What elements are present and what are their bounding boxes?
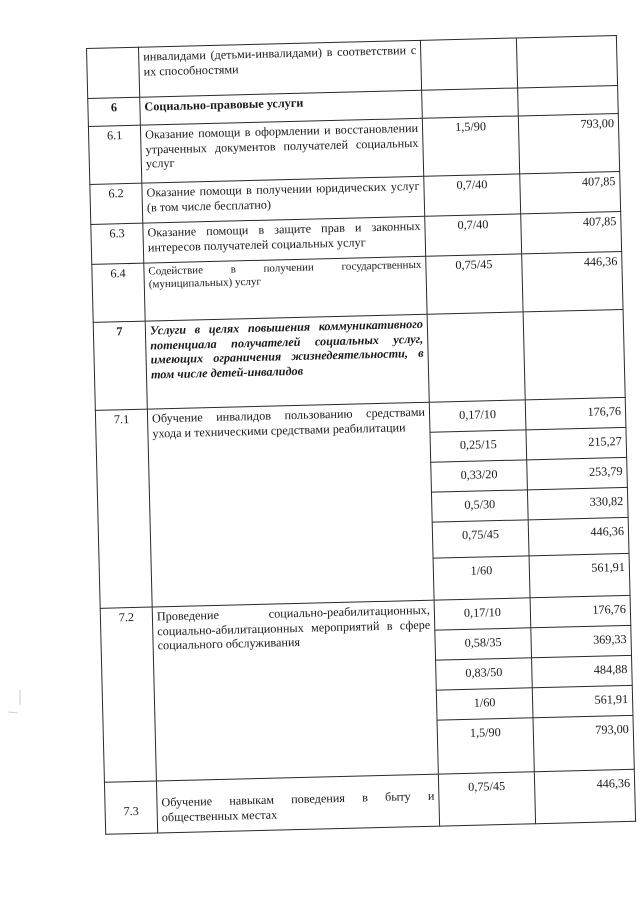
time-norm: 0,17/10 [429,400,526,432]
time-norm: 0,7/40 [424,174,521,216]
tariff-price: 176,76 [525,397,626,429]
tariff-price: 561,91 [532,685,633,717]
service-name: Оказание помощи в защите прав и законных интересов получателей социальных услуг [143,216,426,263]
time-norm: 1/60 [433,556,530,600]
time-norm: 0,58/35 [435,628,532,660]
time-norm: 0,25/15 [430,430,527,462]
tariff-price: 561,91 [529,553,630,597]
item-number: 6.1 [88,125,141,184]
section-number: 6 [88,97,141,126]
item-number: 7.3 [104,781,157,834]
tariff-price: 215,27 [526,427,627,459]
item-number: 6.2 [90,183,143,224]
scan-mark [8,712,18,713]
tariff-price: 446,36 [528,517,629,555]
time-norm: 1/60 [436,688,533,720]
section-title: Услуги в целях повышения коммуникативного потенциала получателей социальных услуг, имеющих ограничения жизнедеятельности, в том числе детей-инвалидов [145,314,429,409]
service-name: Обучение навыкам поведения в быту и общественных местах [156,774,439,833]
tariff-price: 446,36 [522,251,623,311]
time-norm: 0,75/45 [432,520,529,558]
section-number: 7 [93,321,147,410]
item-number: 7.1 [95,409,152,608]
time-norm: 1,5/90 [422,116,519,176]
tariff-price: 176,76 [530,595,631,627]
time-norm: 0,17/10 [434,598,531,630]
tariff-price: 330,82 [527,487,628,519]
section-title: Социально-правовые услуги [140,90,423,125]
tariff-price: 793,00 [518,114,619,174]
service-name: Содействие в получении государственных (муниципальных) услуг [144,256,427,321]
service-name: Оказание помощи в оформлении и восстановлении утраченных документов получателей социальных услуг [140,118,423,183]
tariff-price: 407,85 [520,171,621,213]
time-norm: 0,7/40 [425,214,522,256]
service-name: Проведение социально-реабилитационных, социально-абилитационных мероприятий в сфере социального обслуживания [152,600,438,781]
service-name: Оказание помощи в получении юридических услуг (в том числе бесплатно) [142,176,425,223]
service-name-cell: инвалидами (детьми-инвалидами) в соответствии с их способностями [138,40,421,97]
item-number: 6.4 [92,263,145,322]
tariff-price: 369,33 [531,625,632,657]
tariff-price: 793,00 [533,715,634,771]
tariff-price: 446,36 [534,769,635,823]
time-norm: 0,83/50 [436,658,533,690]
item-number: 6.3 [91,223,144,264]
service-name: Обучение инвалидов пользованию средствами ухода и техническими средствами реабилитации [147,402,434,607]
tariff-price: 407,85 [521,211,622,253]
tariff-price: 484,88 [532,655,633,687]
time-norm: 0,5/30 [431,490,528,522]
time-norm: 0,75/45 [438,772,535,826]
time-norm: 0,75/45 [426,254,523,314]
item-number: 7.2 [100,607,156,782]
time-norm: 0,33/20 [431,460,528,492]
tariff-price: 253,79 [527,457,628,489]
time-norm: 1,5/90 [437,718,534,774]
